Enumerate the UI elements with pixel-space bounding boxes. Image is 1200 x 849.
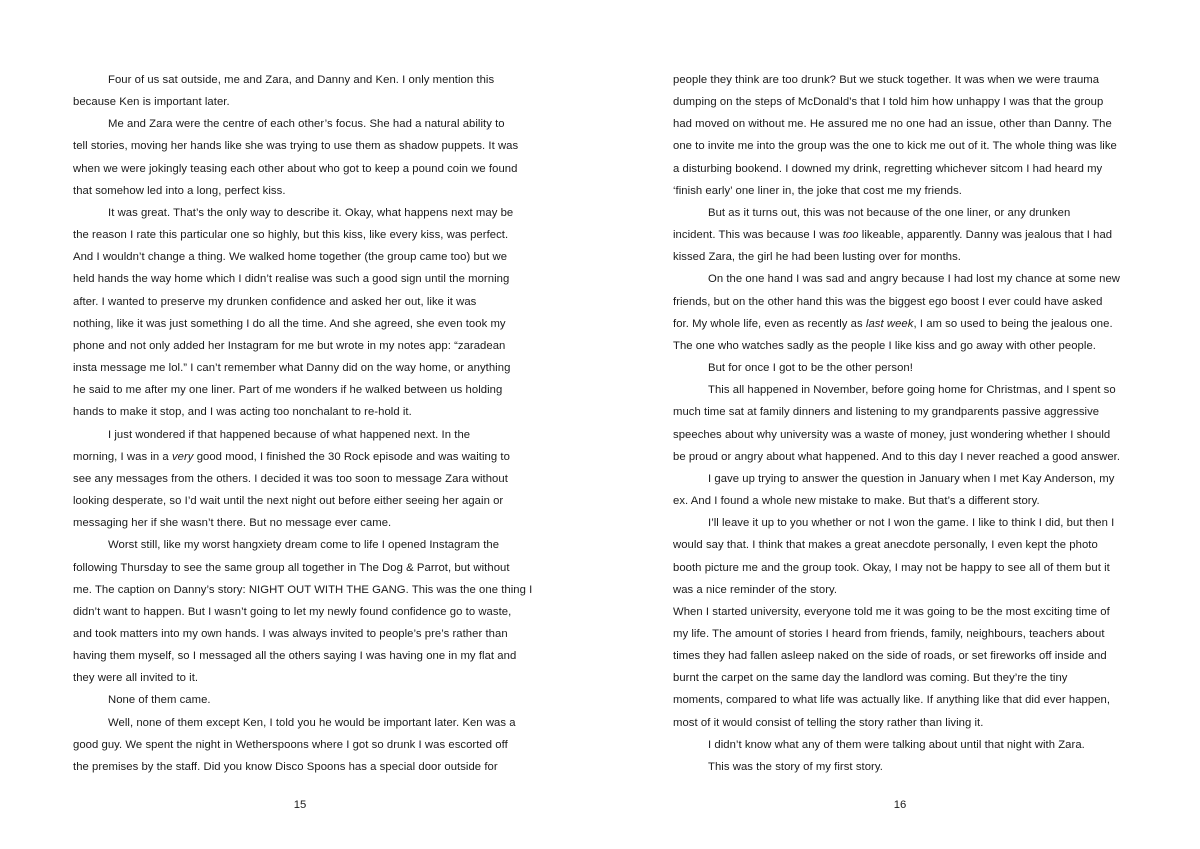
text-line: following Thursday to see the same group all together in The Dog & Parrot, but without xyxy=(73,561,510,574)
text-line xyxy=(673,317,1113,331)
text-line: speeches about why university was a waste of money, just wondering whether I should xyxy=(673,428,1111,441)
text-line: see any messages from the others. I decided it was too soon to message Zara without xyxy=(73,472,508,485)
italic-text: last week xyxy=(865,317,914,330)
text-line: This was the story of my first story. xyxy=(708,760,883,773)
text-line: None of them came. xyxy=(108,694,211,707)
text-line: dumping on the steps of McDonald’s that I told him how unhappy I was that the group xyxy=(673,96,1104,109)
text-line: when we were jokingly teasing each other about who got to keep a pound coin we found xyxy=(73,162,518,175)
italic-text: too xyxy=(842,229,859,242)
text-line: he said to me after my one liner. Part of me wonders if he walked between us holding xyxy=(73,384,503,397)
text-segment: morning, I was in a xyxy=(73,450,172,463)
text-segment: incident. This was because I was xyxy=(673,229,843,242)
text-line: looking desperate, so I’d wait until the next night out before either seeing her again or xyxy=(73,495,504,508)
text-line: the premises by the staff. Did you know Disco Spoons has a special door outside for xyxy=(73,760,498,773)
text-line: a disturbing bookend. I downed my drink, regretting whichever sitcom I had heard my xyxy=(673,162,1103,175)
text-line: moments, compared to what life was actually like. If anything like that did ever happen, xyxy=(673,694,1111,707)
text-line: insta message me lol.” I can’t remember what Danny did on the way home, or anything xyxy=(73,362,511,375)
text-line: hands to make it stop, and I was acting too nonchalant to re-hold it. xyxy=(73,406,412,419)
text-line: phone and not only added her Instagram for me but wrote in my notes app: “zaradean xyxy=(73,339,506,352)
text-line: tell stories, moving her hands like she was trying to use them as shadow puppets. It was xyxy=(73,140,519,153)
text-segment: good mood, I finished the 30 Rock episode and was waiting to xyxy=(193,450,510,463)
text-line: I gave up trying to answer the question in January when I met Kay Anderson, my xyxy=(708,472,1115,485)
text-line: ‘finish early’ one liner in, the joke that cost me my friends. xyxy=(673,184,962,197)
text-line: friends, but on the other hand this was the biggest ego boost I ever could have asked xyxy=(673,295,1103,308)
text-line: It was great. That’s the only way to describe it. Okay, what happens next may be xyxy=(108,206,514,219)
page-number: 15 xyxy=(293,799,307,811)
text-line: they were all invited to it. xyxy=(73,672,199,685)
text-line: When I started university, everyone told me it was going to be the most exciting time of xyxy=(673,605,1110,618)
text-line: I just wondered if that happened because of what happened next. In the xyxy=(108,428,471,441)
text-line: nothing, like it was just something I do all the time. And she agreed, she even took my xyxy=(73,317,506,330)
text-line: and took matters into my own hands. I was always invited to people’s pre’s rather than xyxy=(73,628,508,640)
text-line: But for once I got to be the other person! xyxy=(708,362,913,375)
text-line: people they think are too drunk? But we stuck together. It was when we were trauma xyxy=(673,74,1100,86)
text-line xyxy=(673,228,1112,242)
text-line: that somehow led into a long, perfect kiss. xyxy=(73,184,286,197)
text-line: ex. And I found a whole new mistake to make. But that’s a different story. xyxy=(673,495,1040,508)
text-line: much time sat at family dinners and listening to my grandparents passive aggressive xyxy=(673,406,1100,419)
text-line: Worst still, like my worst hangxiety dream come to life I opened Instagram the xyxy=(108,539,500,552)
text-line: And I wouldn’t change a thing. We walked home together (the group came too) but we xyxy=(73,251,508,264)
text-line: didn’t want to happen. But I wasn’t going to let my newly found confidence go to waste, xyxy=(73,605,512,618)
text-line: after. I wanted to preserve my drunken confidence and asked her out, like it was xyxy=(73,295,477,308)
text-segment: for. My whole life, even as recently as xyxy=(673,317,866,330)
text-line: most of it would consist of telling the story rather than living it. xyxy=(673,716,984,729)
text-line: me. The caption on Danny’s story: NIGHT OUT WITH THE GANG. This was the one thing I xyxy=(73,583,533,596)
text-line: Me and Zara were the centre of each other’s focus. She had a natural ability to xyxy=(108,118,505,131)
italic-text: very xyxy=(171,450,194,463)
text-line xyxy=(73,450,510,464)
text-line: Well, none of them except Ken, I told you he would be important later. Ken was a xyxy=(108,716,516,729)
text-segment: , I am so used to being the jealous one. xyxy=(913,317,1113,330)
text-line: messaging her if she wasn’t there. But no message ever came. xyxy=(73,517,392,530)
text-line: But as it turns out, this was not because of the one liner, or any drunken xyxy=(708,206,1071,219)
text-line: was a nice reminder of the story. xyxy=(673,583,838,596)
text-line: I didn’t know what any of them were talking about until that night with Zara. xyxy=(708,738,1085,751)
page-number: 16 xyxy=(893,799,907,811)
text-line: The one who watches sadly as the people I like kiss and go away with other people. xyxy=(673,339,1096,352)
text-line: kissed Zara, the girl he had been lusting over for months. xyxy=(673,251,961,264)
text-line: I’ll leave it up to you whether or not I won the game. I like to think I did, but then I xyxy=(708,517,1115,530)
text-line: one to invite me into the group was the one to kick me out of it. The whole thing was like xyxy=(673,140,1117,153)
text-line: Four of us sat outside, me and Zara, and Danny and Ken. I only mention this xyxy=(108,74,495,86)
text-line: booth picture me and the group took. Okay, I may not be happy to see all of them but it xyxy=(673,561,1110,574)
text-line: would say that. I think that makes a great anecdote personally, I even kept the photo xyxy=(673,539,1098,552)
text-line: because Ken is important later. xyxy=(73,96,230,109)
text-segment: likeable, apparently. Danny was jealous that I had xyxy=(858,229,1113,242)
page-16 xyxy=(600,0,1200,849)
text-line: held hands the way home which I didn’t realise was such a good sign until the morning xyxy=(73,273,510,286)
text-line: had moved on without me. He assured me no one had an issue, other than Danny. The xyxy=(673,118,1112,131)
text-line: the reason I rate this particular one so highly, but this kiss, like every kiss, was perfect. xyxy=(73,229,509,242)
text-line: be proud or angry about what happened. And to this day I never reached a good answer. xyxy=(673,450,1121,463)
text-line: times they had fallen asleep naked on the side of roads, or set fireworks off inside and xyxy=(673,650,1107,663)
text-line: having them myself, so I messaged all the others saying I was having one in my flat and xyxy=(73,650,517,663)
text-line: This all happened in November, before going home for Christmas, and I spent so xyxy=(708,384,1116,397)
text-line: good guy. We spent the night in Wetherspoons where I got so drunk I was escorted off xyxy=(73,738,508,751)
text-line: burnt the carpet on the same day the landlord was coming. But they’re the tiny xyxy=(673,672,1068,685)
text-line: On the one hand I was sad and angry because I had lost my chance at some new xyxy=(708,273,1120,286)
text-line: my life. The amount of stories I heard from friends, family, neighbours, teachers about xyxy=(673,628,1105,640)
